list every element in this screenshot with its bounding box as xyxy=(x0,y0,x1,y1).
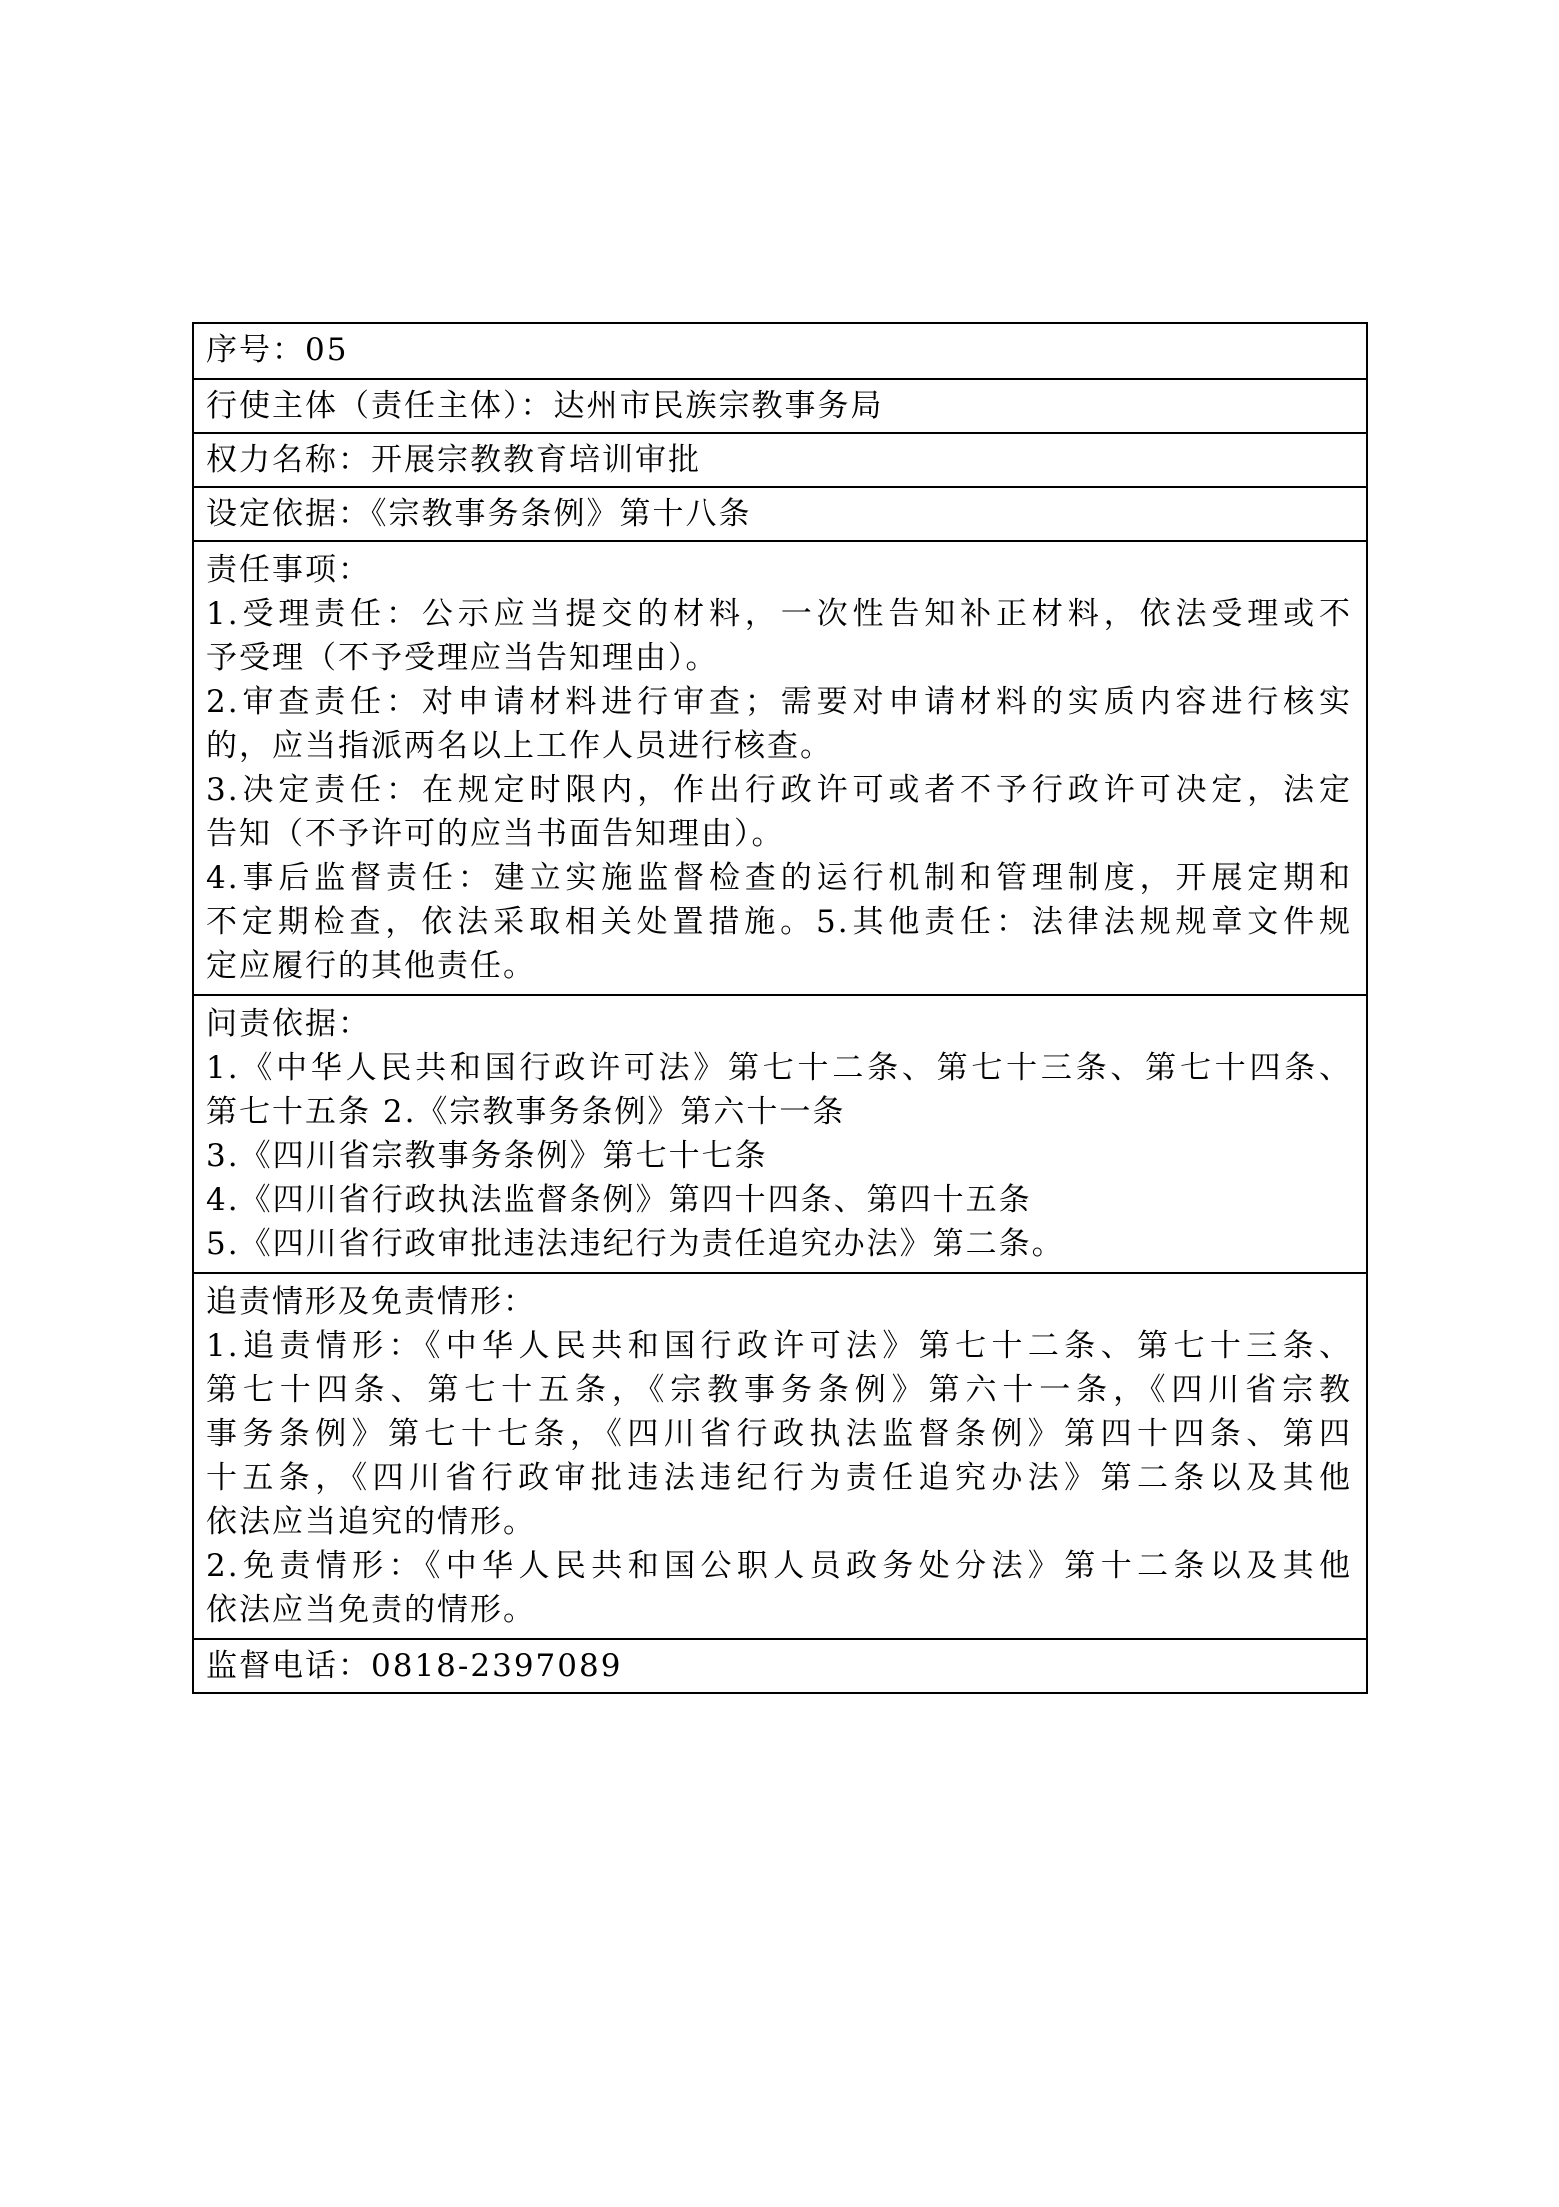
responsibility-line: 不定期检查，依法采取相关处置措施。5.其他责任：法律法规规章文件规 xyxy=(206,904,1352,940)
accountability-line: 4.《四川省行政执法监督条例》第四十四条、第四十五条 xyxy=(206,1182,1032,1218)
responsibility-line: 的，应当指派两名以上工作人员进行核查。 xyxy=(206,728,833,764)
responsibility-line: 予受理（不予受理应当告知理由）。 xyxy=(206,640,719,676)
responsibility-line: 1.受理责任：公示应当提交的材料，一次性告知补正材料，依法受理或不 xyxy=(206,596,1352,632)
power-name-text: 权力名称：开展宗教教育培训审批 xyxy=(206,442,701,478)
accountability-heading: 问责依据： xyxy=(206,1006,371,1042)
subject-row xyxy=(194,378,1366,432)
liability-line: 依法应当免责的情形。 xyxy=(206,1592,536,1628)
accountability-line: 第七十五条 2.《宗教事务条例》第六十一条 xyxy=(206,1094,846,1130)
liability-line: 事务条例》第七十七条，《四川省行政执法监督条例》第四十四条、第四 xyxy=(206,1416,1352,1452)
accountability-basis-row xyxy=(194,994,1366,1272)
liability-line: 依法应当追究的情形。 xyxy=(206,1504,536,1540)
responsibility-line: 定应履行的其他责任。 xyxy=(206,948,536,984)
serial-row xyxy=(194,324,1366,378)
responsibilities-heading: 责任事项： xyxy=(206,552,371,588)
accountability-line: 3.《四川省宗教事务条例》第七十七条 xyxy=(206,1138,768,1174)
basis-text: 设定依据：《宗教事务条例》第十八条 xyxy=(206,496,752,532)
responsibility-table xyxy=(192,322,1368,1694)
liability-heading: 追责情形及免责情形： xyxy=(206,1284,536,1320)
responsibilities-row xyxy=(194,540,1366,994)
serial-text: 序号：05 xyxy=(206,332,349,368)
responsibility-line: 告知（不予许可的应当书面告知理由）。 xyxy=(206,816,785,852)
liability-line: 第七十四条、第七十五条，《宗教事务条例》第六十一条，《四川省宗教 xyxy=(206,1372,1352,1408)
responsibility-line: 4.事后监督责任：建立实施监督检查的运行机制和管理制度，开展定期和 xyxy=(206,860,1352,896)
liability-row xyxy=(194,1272,1366,1638)
accountability-line: 1.《中华人民共和国行政许可法》第七十二条、第七十三条、第七十四条、 xyxy=(206,1050,1352,1086)
basis-row xyxy=(194,486,1366,540)
phone-row xyxy=(194,1638,1366,1692)
liability-line: 十五条，《四川省行政审批违法违纪行为责任追究办法》第二条以及其他 xyxy=(206,1460,1352,1496)
responsibility-line: 3.决定责任：在规定时限内，作出行政许可或者不予行政许可决定，法定 xyxy=(206,772,1352,808)
liability-line: 1.追责情形：《中华人民共和国行政许可法》第七十二条、第七十三条、 xyxy=(206,1328,1352,1364)
liability-line: 2.免责情形：《中华人民共和国公职人员政务处分法》第十二条以及其他 xyxy=(206,1548,1352,1584)
accountability-line: 5.《四川省行政审批违法违纪行为责任追究办法》第二条。 xyxy=(206,1226,1065,1262)
power-name-row xyxy=(194,432,1366,486)
subject-text: 行使主体（责任主体）：达州市民族宗教事务局 xyxy=(206,388,884,424)
responsibility-line: 2.审查责任：对申请材料进行审查；需要对申请材料的实质内容进行核实 xyxy=(206,684,1352,720)
phone-text: 监督电话：0818-2397089 xyxy=(206,1648,623,1684)
